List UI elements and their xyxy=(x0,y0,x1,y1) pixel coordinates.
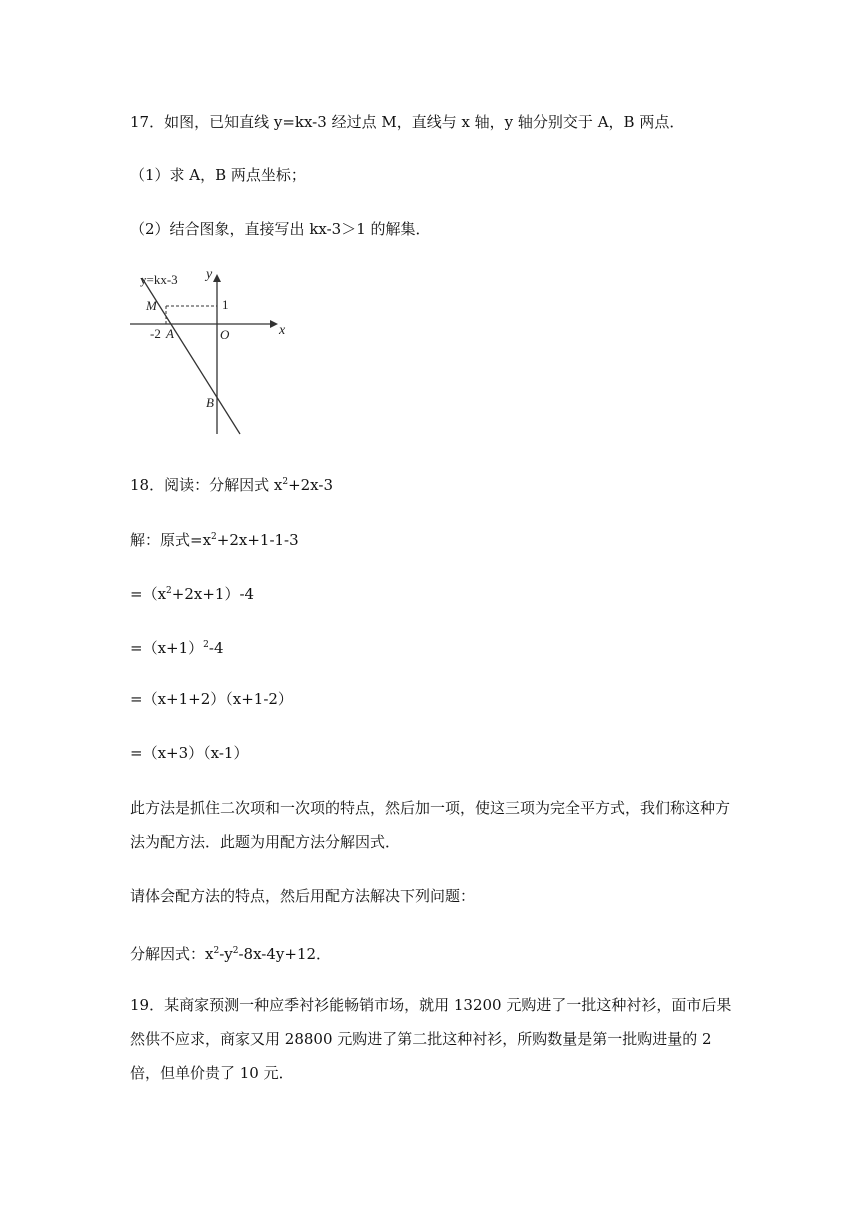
q18-solution-line1: 解：原式$=x^2+2x+1-1-3$ xyxy=(130,531,299,549)
point-m-label: M xyxy=(146,298,157,313)
q18-explanation: 此方法是抓住二次项和一次项的特点，然后加一项，使这三项为完全平方式，我们称这种方法为配方法．此题为用配方法分解因式． xyxy=(130,799,731,851)
line-label: y=kx-3 xyxy=(140,272,178,287)
q17-figure xyxy=(126,262,296,438)
q17-part2: （2）结合图象，直接写出 kx-3＞1 的解集． xyxy=(130,220,431,238)
q18-instruction: 请体会配方法的特点，然后用配方法解决下列问题： xyxy=(130,887,476,905)
q18-stem: 18．阅读：分解因式 $x^2+2x-3$ xyxy=(130,476,333,494)
point-b-label: B xyxy=(206,395,214,410)
origin-label: O xyxy=(220,327,230,342)
x-axis-label: x xyxy=(279,323,286,338)
x-axis-arrow xyxy=(270,320,278,328)
q18-step5: =（x+3）（x-1） xyxy=(130,744,249,762)
q18-task: 分解因式：$x^2-y^2-8x-4y+12$． xyxy=(130,945,332,963)
point-a-label: A xyxy=(166,326,174,341)
q17-part1: （1）求 A，B 两点坐标； xyxy=(130,166,306,184)
tick-x-label: -2 xyxy=(150,326,161,341)
q17-stem: 17．如图，已知直线 y=kx-3 经过点 M，直线与 x 轴，y 轴分别交于 A，B 两点． xyxy=(130,113,685,131)
tick-y-label: 1 xyxy=(222,297,229,312)
y-axis-arrow xyxy=(213,274,221,282)
q18-step4: =（x+1+2）（x+1-2） xyxy=(130,690,293,708)
q19-text: 19．某商家预测一种应季衬衫能畅销市场，就用 13200 元购进了一批这种衬衫，面市后果然供不应求，商家又用 28800 元购进了第二批这种衬衫，所购数量是第一批购进量的 2 倍，但单价贵了 10 元． xyxy=(130,996,732,1082)
q18-step3: $=(x+1)^2-4$ xyxy=(130,639,224,657)
q18-step2: $=(x^2+2x+1)-4$ xyxy=(130,585,255,603)
y-axis-label: y xyxy=(206,267,213,282)
